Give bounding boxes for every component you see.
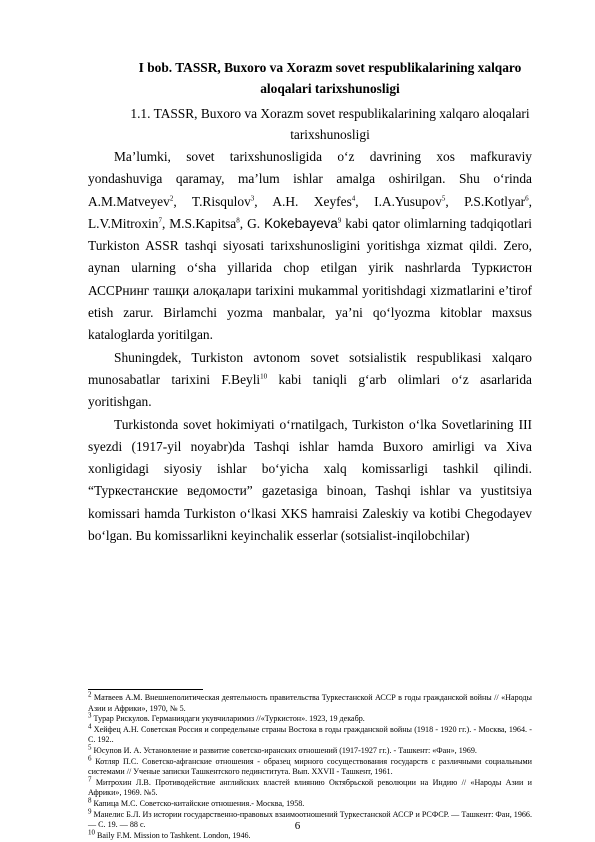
footnote-number: 8 [88,796,92,805]
paragraph-3 [88,414,532,548]
footnote-number: 10 [88,828,95,837]
chapter-title-line2: aloqalari tarixshunosligi [260,81,400,96]
footnote-number: 7 [88,775,92,784]
footnote-number: 4 [88,722,92,731]
footnote-text: Котляр П.С. Советско-афганские отношения - образец мирного сосуществования государств с различными социальными системами // Ученые записки Ташкентского пединститута. Вып. XXVII - Ташкент, 1961. [88,756,532,777]
paragraph-1 [88,146,532,347]
footnote-number: 2 [88,690,92,699]
footnote-text: Манелис Б.Л. Из истории государственно-правовых взаимоотношений Туркестанской АССР и РСФСР. — Ташкент: Фан, 1966. — С. 19. — 88 с. [88,809,532,830]
footnote-number: 6 [88,753,92,762]
section-title-line2: tarixshunosligi [290,127,370,142]
footnote-ref: 4 [351,194,356,203]
footnote-number: 3 [88,711,92,720]
paragraph-text: Shuningdek, Turkiston avtonom sovet sotsialistik respublikasi xalqaro munosabatlar tarixini F.Beyli [88,349,532,387]
main-text [88,146,532,547]
paragraph-text: , I.A.Yusupov [355,193,442,209]
footnote [88,711,532,725]
footnote-ref: 7 [158,216,162,225]
paragraph-text: Ma’lumki, sovet tarixshunosligida o‘z davrining xos mafkuraviy yondashuviga qaramay, ma’lum ishlar amalga oshirilgan. Shu o‘rinda A.M.Matveyev [88,149,532,209]
footnote-text: Baily F.M. Mission to Tashkent. London, 1946. [95,830,251,840]
paragraph-text: , L.V.Mitroxin [88,193,532,231]
footnote-number: 5 [88,743,92,752]
footnote-ref: 9 [337,216,342,225]
footnote-text: Юсупов И. А. Установление и развитие советско-иранских отношений (1917-1927 гг.). - Ташкент: «Фан», 1969. [91,745,477,755]
footnote-ref: 10 [260,372,268,381]
footnote-divider [88,689,203,690]
footnote-text: Хейфец А.Н. Советская Россия и сопредельные страны Востока в годы гражданской войны (1918 - 1920 гг.). - Москва, 1964. - С. 192.. [88,724,532,745]
page-number: 6 [294,820,301,832]
footnote-ref: 2 [169,194,174,203]
footnote [88,753,532,778]
footnote-number: 9 [88,806,92,815]
footnote [88,796,532,810]
footnote [88,775,532,799]
footnote-text: Турар Рискулов. Германиядаги укувчиларимиз //«Туркистон». 1923, 19 декабр. [91,714,365,724]
paragraph-text: , M.S.Kapitsa [161,215,237,231]
chapter-title-line1: I bob. TASSR, Buxoro va Xorazm sovet respublikalarining xalqaro [138,60,522,75]
footnote-text: Капица М.С. Советско-китайские отношения.- Москва, 1958. [91,798,305,808]
paragraph-text: , A.H. Xeyfes [254,193,352,209]
section-title-line1: 1.1. TASSR, Buxoro va Xorazm sovet respublikalarining xalqaro aloqalari [130,106,530,121]
paragraph-text: Turkistonda sovet hokimiyati o‘rnatilgach, Turkiston o‘lka Sovetlarining III syezdi (1917-yil noyabr)da Tashqi ishlar hamda Buxoro amirligi va Xiva xonligidagi siyosiy ishlar bo‘yicha xalq komissarligi tashkil qilindi. “Туркестанские ведомости” gazetasiga binoan, Tashqi ishlar va yustitsiya komissari hamda Turkiston o‘lkasi XKS hamraisi Zaleskiy va kotibi Chegodayev bo‘lgan. Bu komissarlikni keyinchalik esserlar (sotsialist-inqilobchilar) [88,416,532,544]
footnote-ref: 8 [236,216,240,225]
footnote [88,828,532,842]
footnote-ref: 6 [525,194,529,203]
paragraph-text: kabi qator olimlarning tadqiqotlari Turkiston ASSR tashqi siyosati tarixshunosligini yoritishga xizmat qildi. Zero, aynan ularning o‘sha yillarida chop etilgan yirik nashrlarda Туркистон АССРнинг ташқи алоқалари tarixini mukammal yoritishdagi xizmatlarini e’tirof etish zarur. Birlamchi yozma manbalar, ya’ni qo‘lyozma kitoblar maxsus kataloglarda yoritilgan. [88,215,533,343]
footnote-ref: 3 [250,194,255,203]
section-title [105,103,555,145]
chapter-title [120,57,540,99]
paragraph-text: kabi taniqli g‘arb olimlari o‘z asarlarida yoritishgan. [88,371,533,410]
paragraph-text: , P.S.Kotlyar [445,193,526,209]
paragraph-text: Kokebayeva [264,215,338,231]
footnote-text: Митрохин Л.В. Противодействие английских властей влиянию Октябрьской революции на Индию // «Народы Азии и Африки», 1969. №5. [88,777,532,798]
paragraph-text: , G. [239,215,265,231]
footnote-text: Матвеев А.М. Внешнеполитическая деятельность правительства Туркестанской АССР в годы гражданской войны // «Народы Азии и Африки», 1970, № 5. [88,693,532,713]
footnote [88,690,532,714]
footnote [88,743,532,757]
paragraph-2 [88,347,532,414]
paragraph-text: , T.Risqulov [173,193,251,209]
footnote-ref: 5 [441,194,446,203]
footnote [88,722,532,746]
